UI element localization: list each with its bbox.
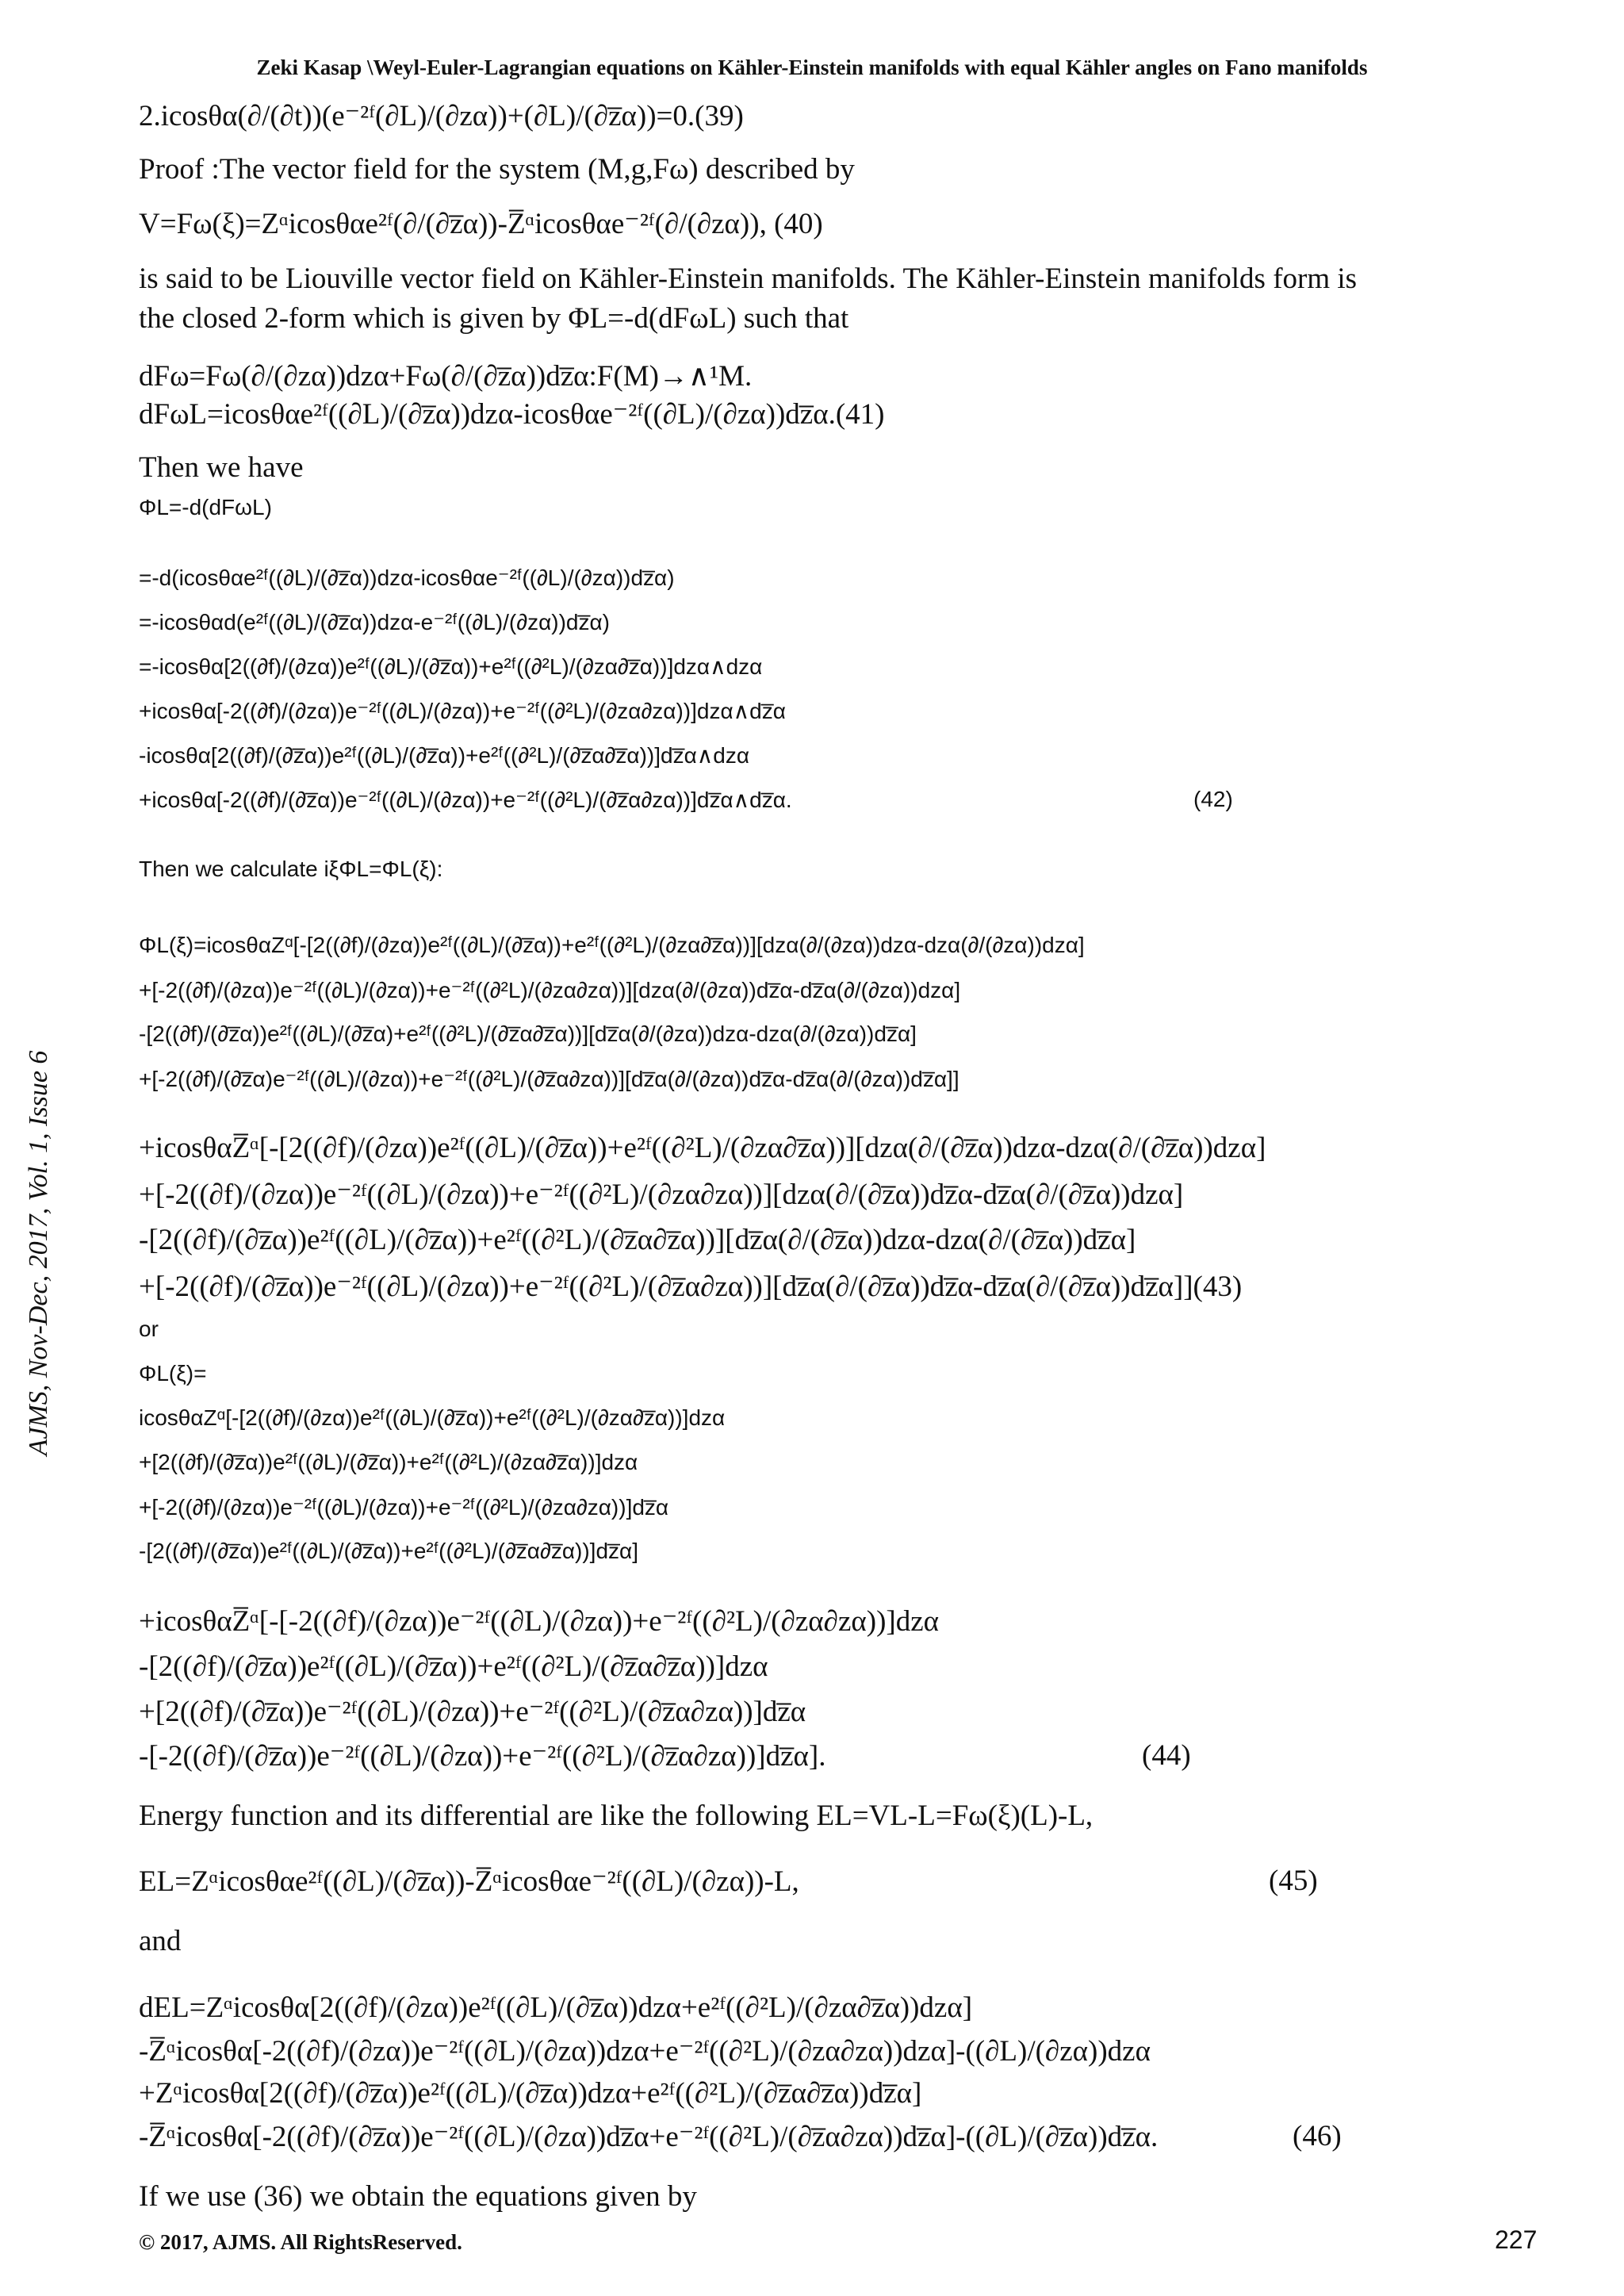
journal-sidebar: AJMS, Nov-Dec, 2017, Vol. 1, Issue 6: [24, 1050, 53, 1456]
equation-number: (45): [1269, 1865, 1318, 1897]
page-number: 227: [1495, 2225, 1538, 2254]
text-line: If we use (36) we obtain the equations given by: [139, 2180, 697, 2213]
text-line: V=Fω(ξ)=Zᵅicosθαe²ᶠ(∂/(∂z̅α))-Z̅ᵅicosθαe⁻²ᶠ(∂/(∂zα)), (40): [139, 208, 823, 240]
text-line: ΦL(ξ)=icosθαZᵅ[-[2((∂f)/(∂zα))e²ᶠ((∂L)/(∂z̅α))+e²ᶠ((∂²L)/(∂zα∂z̅α))][dzα(∂/(∂zα))dzα-dzα(∂/(∂zα))dzα]: [139, 933, 1085, 957]
copyright-footer: © 2017, AJMS. All RightsReserved.: [139, 2230, 462, 2254]
text-line: -icosθα[2((∂f)/(∂z̅α))e²ᶠ((∂L)/(∂z̅α))+e²ᶠ((∂²L)/(∂z̅α∂z̅α))]dz̅α∧dzα: [139, 743, 750, 768]
text-line: and: [139, 1925, 182, 1957]
text-line: +[-2((∂f)/(∂z̅α)e⁻²ᶠ((∂L)/(∂zα))+e⁻²ᶠ((∂²L)/(∂z̅α∂zα))][dz̅α(∂/(∂zα))dz̅α-dz̅α(∂/(∂zα))dz̅α]]: [139, 1067, 959, 1091]
text-line: Energy function and its differential are like the following EL=VL-L=Fω(ξ)(L)-L,: [139, 1800, 1094, 1832]
text-line: dFω=Fω(∂/(∂zα))dzα+Fω(∂/(∂z̅α))dz̅α:F(M)→∧¹M.: [139, 360, 753, 393]
text-line: -[2((∂f)/(∂z̅α))e²ᶠ((∂L)/(∂z̅α))+e²ᶠ((∂²L)/(∂z̅α∂z̅α))]dzα: [139, 1650, 768, 1683]
text-line: Then we have: [139, 451, 304, 484]
text-line: -[2((∂f)/(∂z̅α))e²ᶠ((∂L)/(∂z̅α)+e²ᶠ((∂²L)/(∂z̅α∂z̅α))][dz̅α(∂/(∂zα))dzα-dzα(∂/(∂zα))dz̅α]: [139, 1022, 917, 1046]
text-line: +icosθα[-2((∂f)/(∂z̅α))e⁻²ᶠ((∂L)/(∂zα))+e⁻²ᶠ((∂²L)/(∂z̅α∂zα))]dz̅α∧dz̅α.: [139, 788, 792, 812]
text-line: +[-2((∂f)/(∂zα))e⁻²ᶠ((∂L)/(∂zα))+e⁻²ᶠ((∂²L)/(∂zα∂zα))]dz̅α: [139, 1495, 669, 1520]
text-line: -[2((∂f)/(∂z̅α))e²ᶠ((∂L)/(∂z̅α))+e²ᶠ((∂²L)/(∂z̅α∂z̅α))]dz̅α]: [139, 1539, 638, 1563]
text-line: +Zᵅicosθα[2((∂f)/(∂z̅α))e²ᶠ((∂L)/(∂z̅α))dzα+e²ᶠ((∂²L)/(∂z̅α∂z̅α))dz̅α]: [139, 2077, 922, 2110]
text-line: +[-2((∂f)/(∂zα))e⁻²ᶠ((∂L)/(∂zα))+e⁻²ᶠ((∂²L)/(∂zα∂zα))][dzα(∂/(∂zα))dz̅α-dz̅α(∂/(∂zα))dzα]: [139, 978, 961, 1002]
text-line: the closed 2-form which is given by ΦL=-d(dFωL) such that: [139, 302, 849, 335]
text-line: +icosθαZ̅ᵅ[-[2((∂f)/(∂zα))e²ᶠ((∂L)/(∂z̅α))+e²ᶠ((∂²L)/(∂zα∂z̅α))][dzα(∂/(∂z̅α))dzα-dzα(∂/(∂z̅α))dzα]: [139, 1132, 1266, 1164]
text-line: -[-2((∂f)/(∂z̅α))e⁻²ᶠ((∂L)/(∂zα))+e⁻²ᶠ((∂²L)/(∂z̅α∂zα))]dz̅α].: [139, 1740, 826, 1773]
text-line: or: [139, 1317, 159, 1341]
running-header: Zeki Kasap \Weyl-Euler-Lagrangian equations on Kähler-Einstein manifolds with equal Kähler angles on Fano manifolds: [256, 56, 1368, 79]
text-line: =-d(icosθαe²ᶠ((∂L)/(∂z̅α))dzα-icosθαe⁻²ᶠ((∂L)/(∂zα))dz̅α): [139, 565, 675, 590]
text-line: EL=Zᵅicosθαe²ᶠ((∂L)/(∂z̅α))-Z̅ᵅicosθαe⁻²ᶠ((∂L)/(∂zα))-L,: [139, 1865, 799, 1898]
text-line: Proof :The vector field for the system (M,g,Fω) described by: [139, 153, 855, 186]
text-line: icosθαZᵅ[-[2((∂f)/(∂zα))e²ᶠ((∂L)/(∂z̅α))+e²ᶠ((∂²L)/(∂zα∂z̅α))]dzα: [139, 1405, 726, 1430]
equation-number: (42): [1193, 787, 1233, 811]
text-line: dFωL=icosθαe²ᶠ((∂L)/(∂z̅α))dzα-icosθαe⁻²ᶠ((∂L)/(∂zα))dz̅α.(41): [139, 398, 885, 431]
text-line: +icosθαZ̅ᵅ[-[-2((∂f)/(∂zα))e⁻²ᶠ((∂L)/(∂zα))+e⁻²ᶠ((∂²L)/(∂zα∂zα))]dzα: [139, 1605, 940, 1638]
text-line: is said to be Liouville vector field on Kähler-Einstein manifolds. The Kähler-Einstein manifolds form is: [139, 263, 1358, 295]
text-line: =-icosθα[2((∂f)/(∂zα))e²ᶠ((∂L)/(∂z̅α))+e²ᶠ((∂²L)/(∂zα∂z̅α))]dzα∧dzα: [139, 654, 763, 679]
text-line: ΦL=-d(dFωL): [139, 495, 272, 519]
text-line: -Z̅ᵅicosθα[-2((∂f)/(∂zα))e⁻²ᶠ((∂L)/(∂zα))dzα+e⁻²ᶠ((∂²L)/(∂zα∂zα))dzα]-((∂L)/(∂zα))dzα: [139, 2035, 1151, 2068]
text-line: +[2((∂f)/(∂z̅α))e²ᶠ((∂L)/(∂z̅α))+e²ᶠ((∂²L)/(∂zα∂z̅α))]dzα: [139, 1450, 638, 1474]
text-line: +[2((∂f)/(∂z̅α))e⁻²ᶠ((∂L)/(∂zα))+e⁻²ᶠ((∂²L)/(∂z̅α∂zα))]dz̅α: [139, 1696, 806, 1728]
text-line: +icosθα[-2((∂f)/(∂zα))e⁻²ᶠ((∂L)/(∂zα))+e⁻²ᶠ((∂²L)/(∂zα∂zα))]dzα∧dz̅α: [139, 699, 786, 723]
text-line: ΦL(ξ)=: [139, 1361, 207, 1386]
text-line: -Z̅ᵅicosθα[-2((∂f)/(∂z̅α))e⁻²ᶠ((∂L)/(∂zα))dz̅α+e⁻²ᶠ((∂²L)/(∂z̅α∂zα))dz̅α]-((∂L)/(∂z̅α))dz̅α.: [139, 2121, 1159, 2153]
text-line: -[2((∂f)/(∂z̅α))e²ᶠ((∂L)/(∂z̅α))+e²ᶠ((∂²L)/(∂z̅α∂z̅α))][dz̅α(∂/(∂z̅α))dzα-dzα(∂/(∂z̅α))dz̅α]: [139, 1224, 1136, 1256]
text-line: +[-2((∂f)/(∂zα))e⁻²ᶠ((∂L)/(∂zα))+e⁻²ᶠ((∂²L)/(∂zα∂zα))][dzα(∂/(∂z̅α))dz̅α-dz̅α(∂/(∂z̅α))dzα]: [139, 1179, 1184, 1211]
equation-number: (44): [1142, 1739, 1191, 1772]
text-line: Then we calculate iξΦL=ΦL(ξ):: [139, 857, 443, 881]
text-line: +[-2((∂f)/(∂z̅α))e⁻²ᶠ((∂L)/(∂zα))+e⁻²ᶠ((∂²L)/(∂z̅α∂zα))][dz̅α(∂/(∂z̅α))dz̅α-dz̅α(∂/(∂z̅α))dz̅α]](43): [139, 1271, 1243, 1303]
text-line: =-icosθαd(e²ᶠ((∂L)/(∂z̅α))dzα-e⁻²ᶠ((∂L)/(∂zα))dz̅α): [139, 610, 611, 634]
equation-number: (46): [1293, 2120, 1342, 2152]
text-line: dEL=Zᵅicosθα[2((∂f)/(∂zα))e²ᶠ((∂L)/(∂z̅α))dzα+e²ᶠ((∂²L)/(∂zα∂z̅α))dzα]: [139, 1991, 973, 2024]
text-line: 2.icosθα(∂/(∂t))(e⁻²ᶠ(∂L)/(∂zα))+(∂L)/(∂z̅α))=0.(39): [139, 100, 744, 132]
